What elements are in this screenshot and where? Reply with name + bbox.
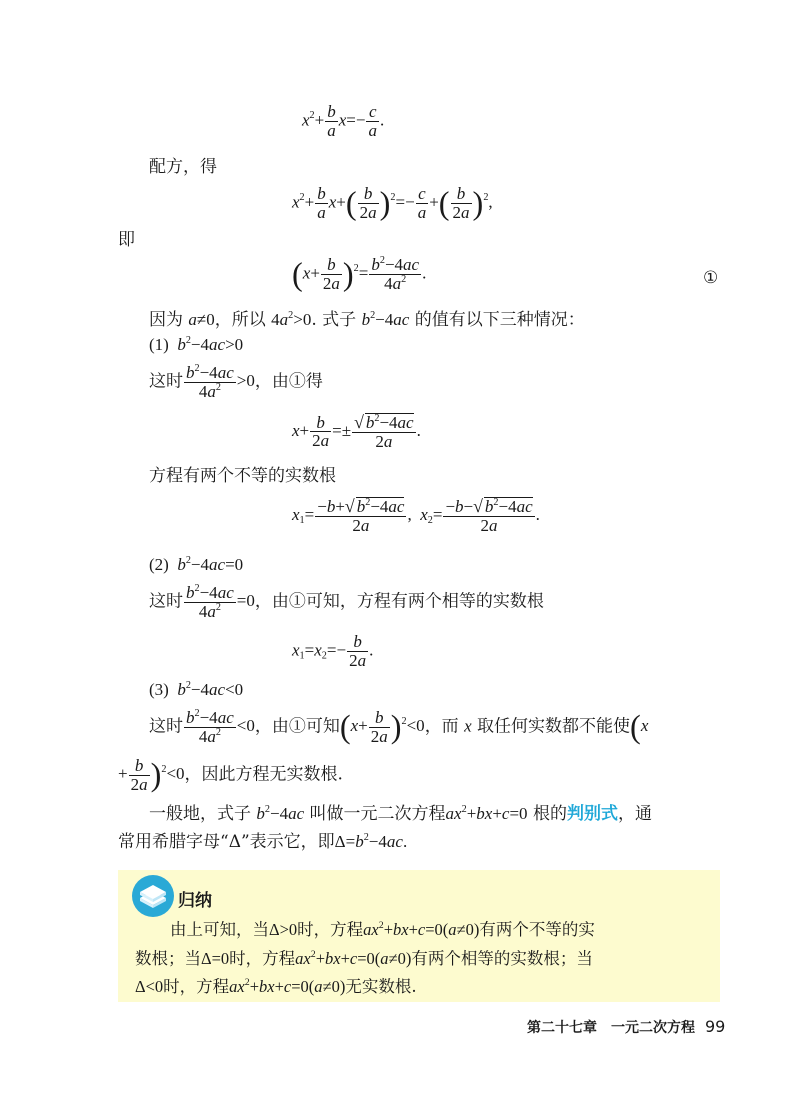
- case-3-continuation: + $\frac{b}{2a}$ )$^2$<0，因此方程无实数根.: [118, 756, 343, 794]
- summary-title: 归纳: [178, 891, 212, 911]
- case-1-condition: 这时 $\frac{b^2-4ac}{4a^2}$ >0，由①得: [149, 362, 323, 401]
- page-number: 99: [705, 1017, 726, 1036]
- general-definition-line1: 一般地，式子 $b^2-4ac$ 叫做一元二次方程$ax^2+bx+c=0$ 根的判别式，通: [149, 803, 652, 824]
- summary-line-2: 数根；当Δ=0时，方程$ax^2+bx+c=0(a\ne 0)$有两个相等的实数根；当: [135, 949, 593, 968]
- chapter-title: 第二十七章 一元二次方程: [527, 1020, 695, 1036]
- equation-1: $x^2+$ $\frac{b}{a}$ x=− $\frac{c}{a}$ .: [302, 102, 385, 140]
- text-peifang: 配方，得: [149, 157, 217, 177]
- text-ji: 即: [118, 230, 135, 250]
- equation-case2-roots: $x_1=x_2=-$ $\frac{b}{2a}$ .: [292, 632, 374, 670]
- case-1-heading: (1) $b^2-4ac>0$: [149, 334, 244, 354]
- case-1-roots-text: 方程有两个不等的实数根: [149, 466, 336, 486]
- case-3-heading: (3) $b^2-4ac<0$: [149, 679, 244, 699]
- case-2-condition: 这时 $\frac{b^2-4ac}{4a^2}$ =0，由①可知，方程有两个相等的实数根: [149, 582, 544, 621]
- paragraph-because: 因为 a≠0，所以 $4a^2>0$. 式子 $b^2-4ac$ 的值有以下三种情况：: [149, 309, 585, 330]
- equation-3: (x+ $\frac{b}{2a}$ )$^2$= $\frac{b^2-4ac}{4a^2}$ .: [292, 254, 427, 293]
- summary-line-1: 由上可知，当Δ>0时，方程$ax^2+bx+c=0(a\ne 0)$有两个不等的实: [170, 920, 595, 939]
- equation-case1-roots: $x_1=$ $\frac{-b+√ b^2-4ac}{2a}$ , $x_2=$ $\frac{-b-√ b^2-4ac}{2a}$ .: [292, 496, 540, 535]
- discriminant-term: 判别式: [566, 804, 618, 824]
- equation-case1-solution: x+ $\frac{b}{2a}$ =± $\frac{√ b^2-4ac}{2a}$ .: [292, 412, 421, 451]
- book-stack-icon: [131, 874, 175, 918]
- summary-line-3: Δ<0时，方程$ax^2+bx+c=0(a\ne 0)$无实数根.: [135, 977, 417, 996]
- case-2-heading: (2) $b^2-4ac=0$: [149, 554, 244, 574]
- equation-number-1: ①: [703, 268, 719, 288]
- case-3-condition: 这时 $\frac{b^2-4ac}{4a^2}$ <0，由①可知(x+ $\frac{b}{2a}$ )$^2$<0，而 x 取任何实数都不能使(x: [149, 707, 649, 746]
- general-definition-line2: 常用希腊字母“Δ”表示它，即$\Delta=b^2-4ac$.: [118, 831, 408, 852]
- equation-2: $x^2+$ $\frac{b}{a}$ x+( $\frac{b}{2a}$ )$^2$=− $\frac{c}{a}$ +( $\frac{b}{2a}$ )$^2$,: [292, 184, 493, 222]
- page-footer: [527, 1017, 725, 1037]
